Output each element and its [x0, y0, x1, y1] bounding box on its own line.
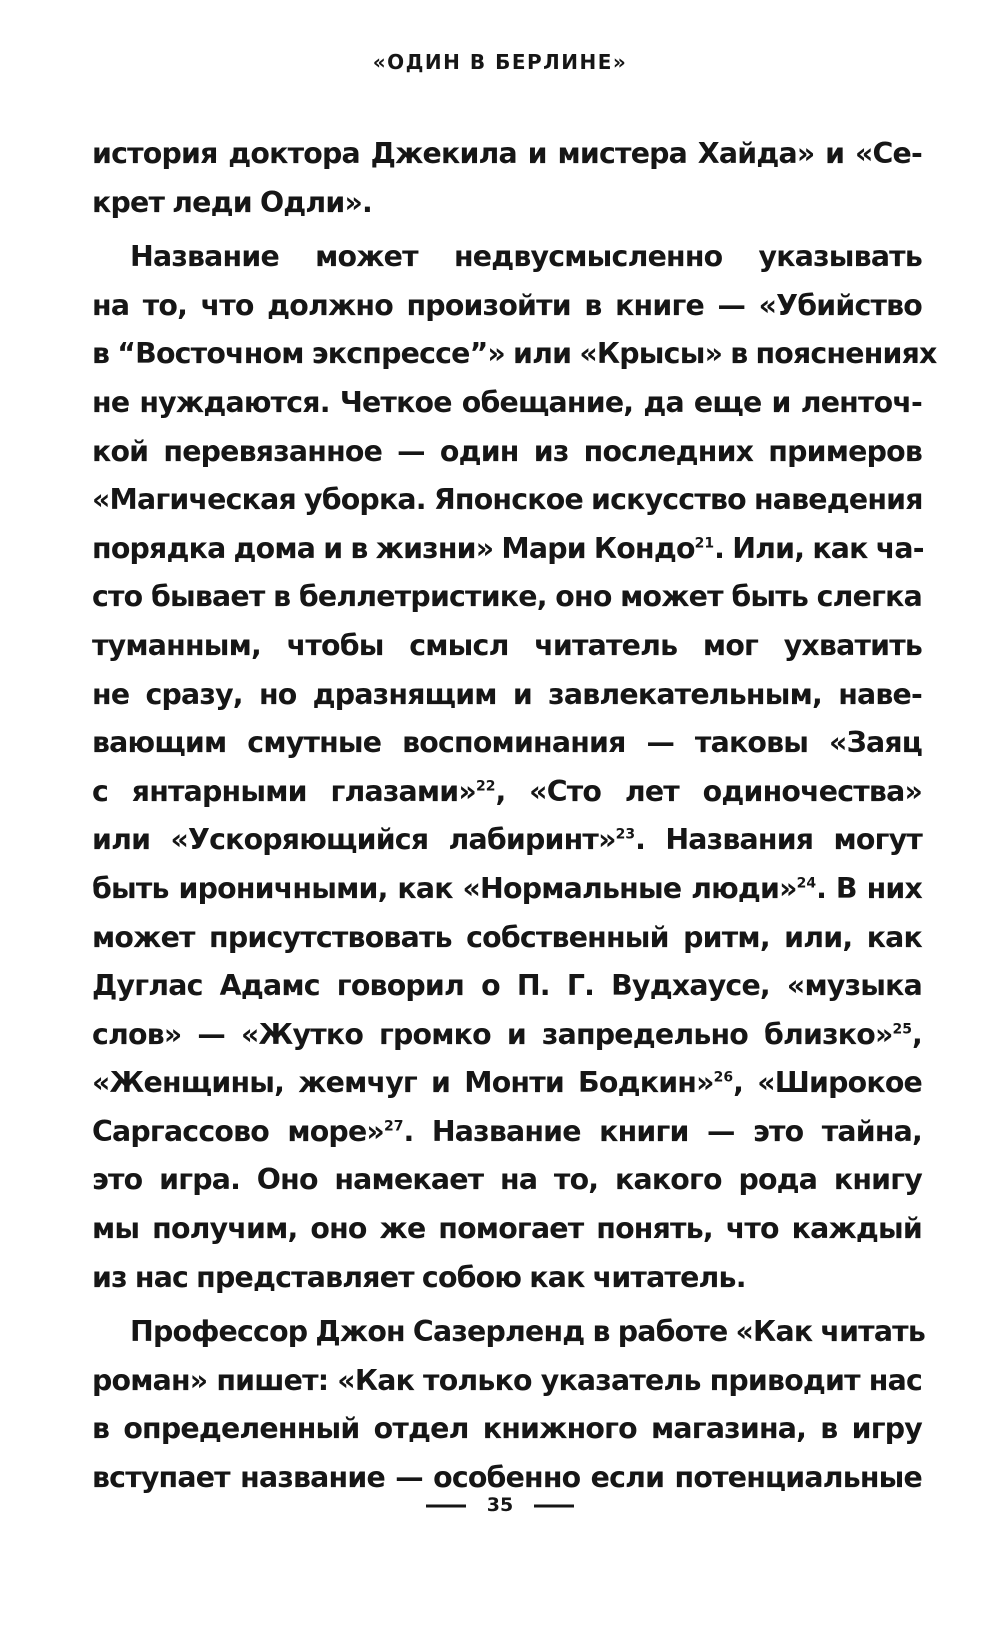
text-fragment: слов» — «Жутко громко и запредельно близко» [92, 1017, 893, 1051]
text-line: роман» пишет: «Как только указатель приводит нас [92, 1363, 922, 1397]
paragraph-first-line: Название может недвусмысленно указывать [130, 240, 922, 274]
folio-dash-left [426, 1503, 466, 1509]
text-line: сто бывает в беллетристике, оно может быть слегка [92, 580, 922, 614]
text-line: Дуглас Адамс говорил о П. Г. Вудхаусе, «музыка [92, 969, 922, 1003]
footnote-ref: 27 [383, 1118, 404, 1135]
body-text [92, 130, 937, 1503]
text-fragment: быть ироничными, как «Нормальные люди» [92, 871, 797, 905]
footnote-ref: 21 [694, 535, 715, 552]
text-fragment: Саргассово море» [92, 1114, 384, 1148]
paragraph-first-line: Профессор Джон Сазерленд в работе «Как читать [130, 1315, 925, 1349]
text-line: может присутствовать собственный ритм, или, как [92, 920, 922, 954]
text-line: не нуждаются. Четкое обещание, да еще и ленточ- [92, 385, 922, 419]
text-fragment: «Женщины, жемчуг и Монти Бодкин» [92, 1066, 714, 1100]
text-line [92, 1108, 922, 1157]
text-line: крет леди Одли». [92, 185, 373, 219]
footnote-ref: 26 [713, 1069, 734, 1086]
text-line: вступает название — особенно если потенциальные [92, 1461, 922, 1495]
page-number: 35 [486, 1494, 514, 1516]
folio-dash-right [534, 1503, 574, 1509]
text-line: на то, что должно произойти в книге — «Убийство [92, 288, 922, 322]
footnote-ref: 22 [475, 778, 496, 795]
text-fragment: . Название книги — это тайна, [403, 1114, 923, 1148]
footnote-ref: 25 [892, 1021, 912, 1038]
text-line: в определенный отдел книжного магазина, в игру [92, 1412, 922, 1446]
text-fragment: , «Сто лет одиночества» [495, 774, 922, 808]
text-fragment: , [912, 1017, 922, 1051]
text-line [92, 865, 922, 914]
text-line [92, 768, 922, 817]
text-fragment: , «Широкое [733, 1066, 922, 1100]
text-line: это игра. Оно намекает на то, какого рода книгу [92, 1163, 922, 1197]
text-line [92, 1059, 922, 1108]
text-line: вающим смутные воспоминания — таковы «Заяц [92, 726, 922, 760]
text-line: туманным, чтобы смысл читатель мог ухватить [92, 628, 922, 662]
text-line: мы получим, оно же помогает понять, что каждый [92, 1212, 922, 1246]
text-line: история доктора Джекила и мистера Хайда» и «Се- [92, 137, 922, 170]
running-head: «ОДИН В БЕРЛИНЕ» [372, 50, 628, 74]
footnote-ref: 24 [796, 875, 817, 892]
text-fragment: с янтарными глазами» [92, 774, 476, 808]
footnote-ref: 23 [615, 826, 636, 843]
text-line: кой перевязанное — один из последних примеров [92, 434, 922, 468]
text-line [92, 525, 922, 574]
text-line [92, 1011, 922, 1060]
text-fragment: . Названия могут [635, 823, 922, 857]
text-line: из нас представляет собою как читатель. [92, 1260, 746, 1294]
page-number-block [0, 1494, 1000, 1516]
text-fragment: порядка дома и в жизни» Мари Кондо [92, 531, 695, 565]
text-fragment: или «Ускоряющийся лабиринт» [92, 823, 616, 857]
text-line: в “Восточном экспрессе”» или «Крысы» в пояснениях [92, 337, 937, 371]
text-fragment: . Или, как ча- [714, 531, 924, 565]
text-fragment: . В них [816, 871, 922, 905]
text-line [92, 816, 922, 865]
text-line: «Магическая уборка. Японское искусство наведения [92, 483, 923, 517]
text-line: не сразу, но дразнящим и завлекательным, наве- [92, 677, 922, 711]
